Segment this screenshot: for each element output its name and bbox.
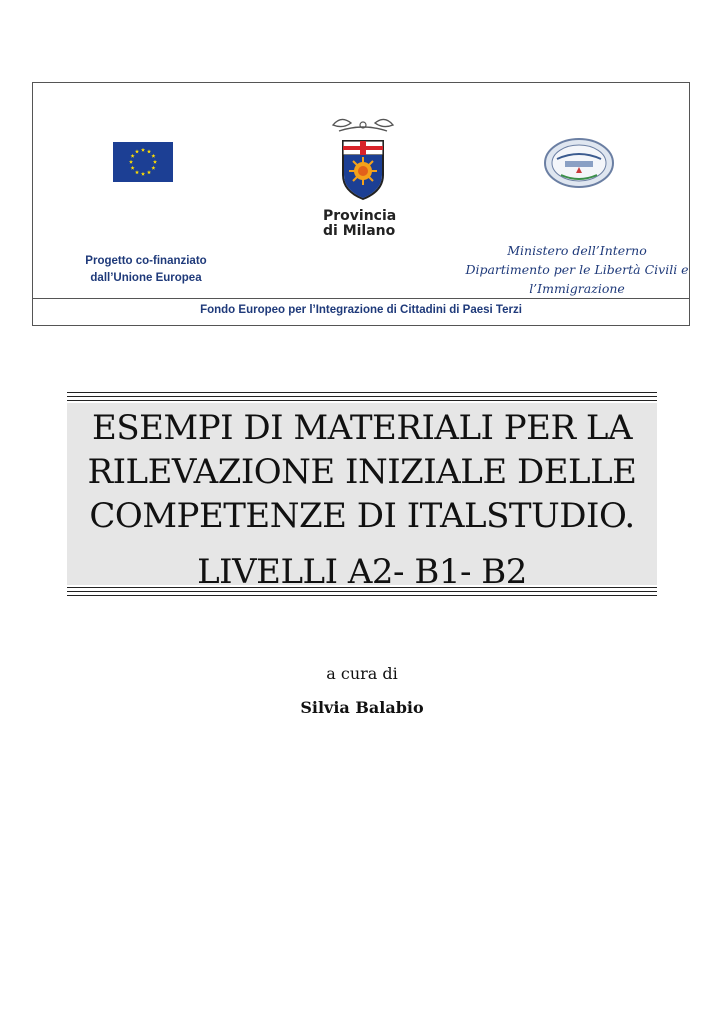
title-line: ESEMPI DI MATERIALI PER LA [92,408,632,448]
eu-star-icon [141,172,145,176]
document-title [67,406,657,594]
title-top-rule-1 [67,392,657,393]
eu-cofinancing-caption: Progetto co-finanziato dall’Unione Europea [85,255,207,284]
editor-intro: a cura di [326,664,398,683]
editor-name: Silvia Balabio [300,698,424,717]
title-top-rule-2 [67,396,657,397]
header-divider [33,298,689,299]
eu-star-icon [153,160,157,164]
eu-star-icon [151,154,155,158]
eu-star-icon [147,149,151,153]
eu-star-icon [135,170,139,174]
title-line: COMPETENZE DI ITALSTUDIO. [89,496,635,536]
eu-star-icon [141,148,145,152]
eu-star-icon [147,170,151,174]
title-levels: LIVELLI A2- B1- B2 [197,552,527,592]
title-line: RILEVAZIONE INIZIALE DELLE [87,452,637,492]
eu-star-icon [131,166,135,170]
province-name: Provincia di Milano [323,208,397,239]
ministry-caption: Ministero dell’Interno Dipartimento per le Libertà Civili e l’Immigrazione [465,243,689,296]
title-top-rule-3 [67,400,657,401]
title-bottom-rule-2 [67,591,657,592]
title-bottom-rule-1 [67,587,657,588]
fund-name: Fondo Europeo per l’Integrazione di Cittadini di Paesi Terzi [200,304,522,316]
eu-star-icon [135,149,139,153]
title-bottom-rule-3 [67,595,657,596]
header-box [32,82,690,326]
ministry-seal-icon [543,137,615,189]
eu-star-icon [131,154,135,158]
province-milano-crest-icon [323,113,403,203]
eu-star-icon [151,166,155,170]
eu-star-icon [129,160,133,164]
document-title-block [67,392,657,598]
eu-flag-icon [113,142,173,182]
